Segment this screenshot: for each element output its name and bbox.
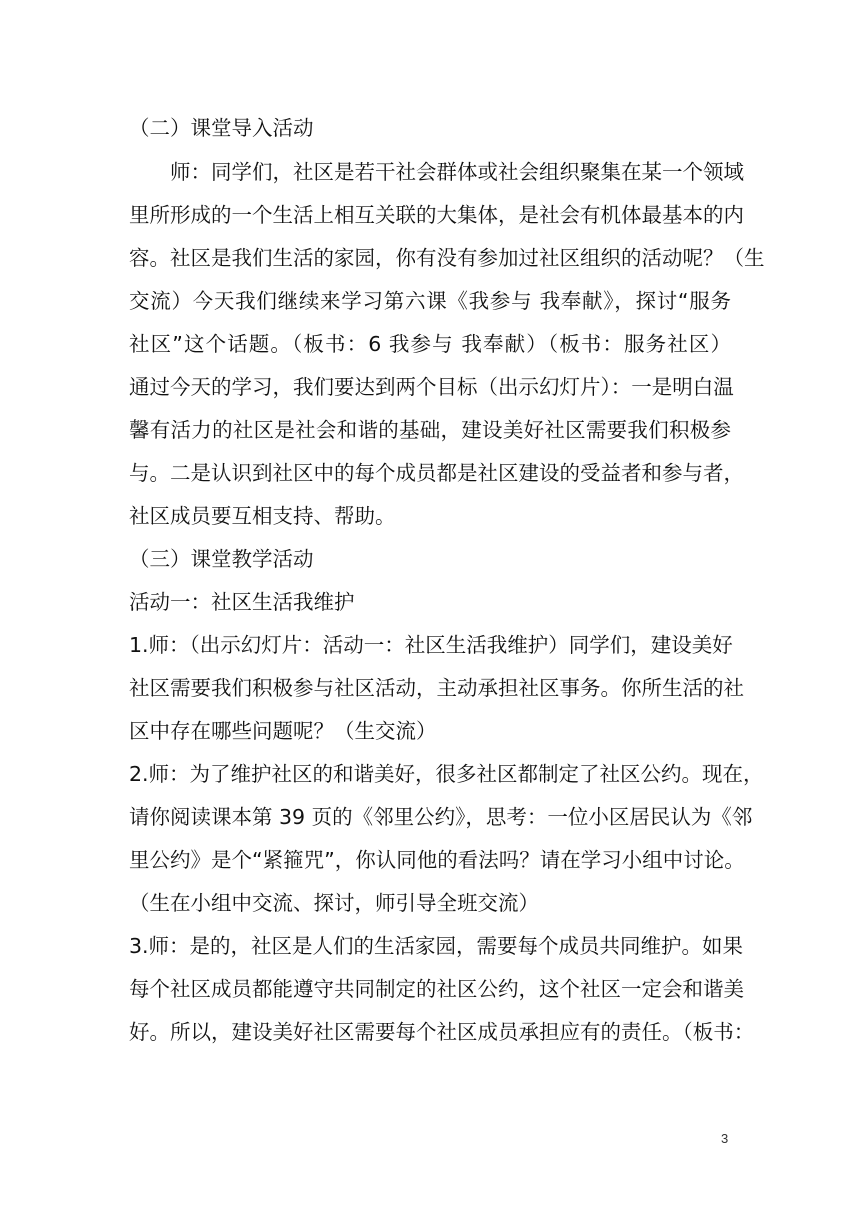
page-number: 3 — [721, 1131, 729, 1146]
paragraph-line: 与。二是认识到社区中的每个成员都是社区建设的受益者和参与者， — [129, 461, 744, 485]
paragraph-line: 交流）今天我们继续来学习第六课《我参与 我奉献》，探讨“服务 — [129, 289, 731, 313]
paragraph-line: 1.师：（出示幻灯片：活动一：社区生活我维护）同学们，建设美好 — [129, 633, 733, 657]
section-heading: （二）课堂导入活动 — [129, 116, 314, 140]
paragraph-line: 社区需要我们积极参与社区活动，主动承担社区事务。你所生活的社 — [129, 676, 744, 700]
paragraph-line: 里公约》是个“紧箍咒”，你认同他的看法吗？请在学习小组中讨论。 — [129, 848, 745, 872]
paragraph-line: 请你阅读课本第 39 页的《邻里公约》，思考：一位小区居民认为《邻 — [129, 805, 753, 829]
paragraph-line: 馨有活力的社区是社会和谐的基础，建设美好社区需要我们积极参 — [129, 418, 731, 442]
section-heading: （三）课堂教学活动 — [129, 547, 314, 571]
paragraph-line: 3.师：是的，社区是人们的生活家园，需要每个成员共同维护。如果 — [129, 934, 744, 958]
paragraph-line: 师：同学们，社区是若干社会群体或社会组织聚集在某一个领域 — [170, 160, 744, 184]
activity-heading: 活动一：社区生活我维护 — [129, 590, 355, 614]
paragraph-line: 通过今天的学习，我们要达到两个目标（出示幻灯片）：一是明白温 — [129, 375, 734, 399]
paragraph-line: 区中存在哪些问题呢？（生交流） — [129, 719, 437, 743]
paragraph-line: 社区成员要互相支持、帮助。 — [129, 504, 396, 528]
paragraph-line: 容。社区是我们生活的家园，你有没有参加过社区组织的活动呢？（生 — [129, 246, 765, 270]
paragraph-line: 社区”这个话题。（板书：6 我参与 我奉献）（板书：服务社区） — [129, 332, 731, 356]
paragraph-line: 好。所以，建设美好社区需要每个社区成员承担应有的责任。（板书： — [129, 1020, 755, 1044]
paragraph-line: 2.师：为了维护社区的和谐美好，很多社区都制定了社区公约。现在， — [129, 762, 764, 786]
paragraph-line: 里所形成的一个生活上相互关联的大集体，是社会有机体最基本的内 — [129, 203, 744, 227]
paragraph-line: 每个社区成员都能遵守共同制定的社区公约，这个社区一定会和谐美 — [129, 977, 744, 1001]
paragraph-line: （生在小组中交流、探讨，师引导全班交流） — [129, 891, 539, 915]
